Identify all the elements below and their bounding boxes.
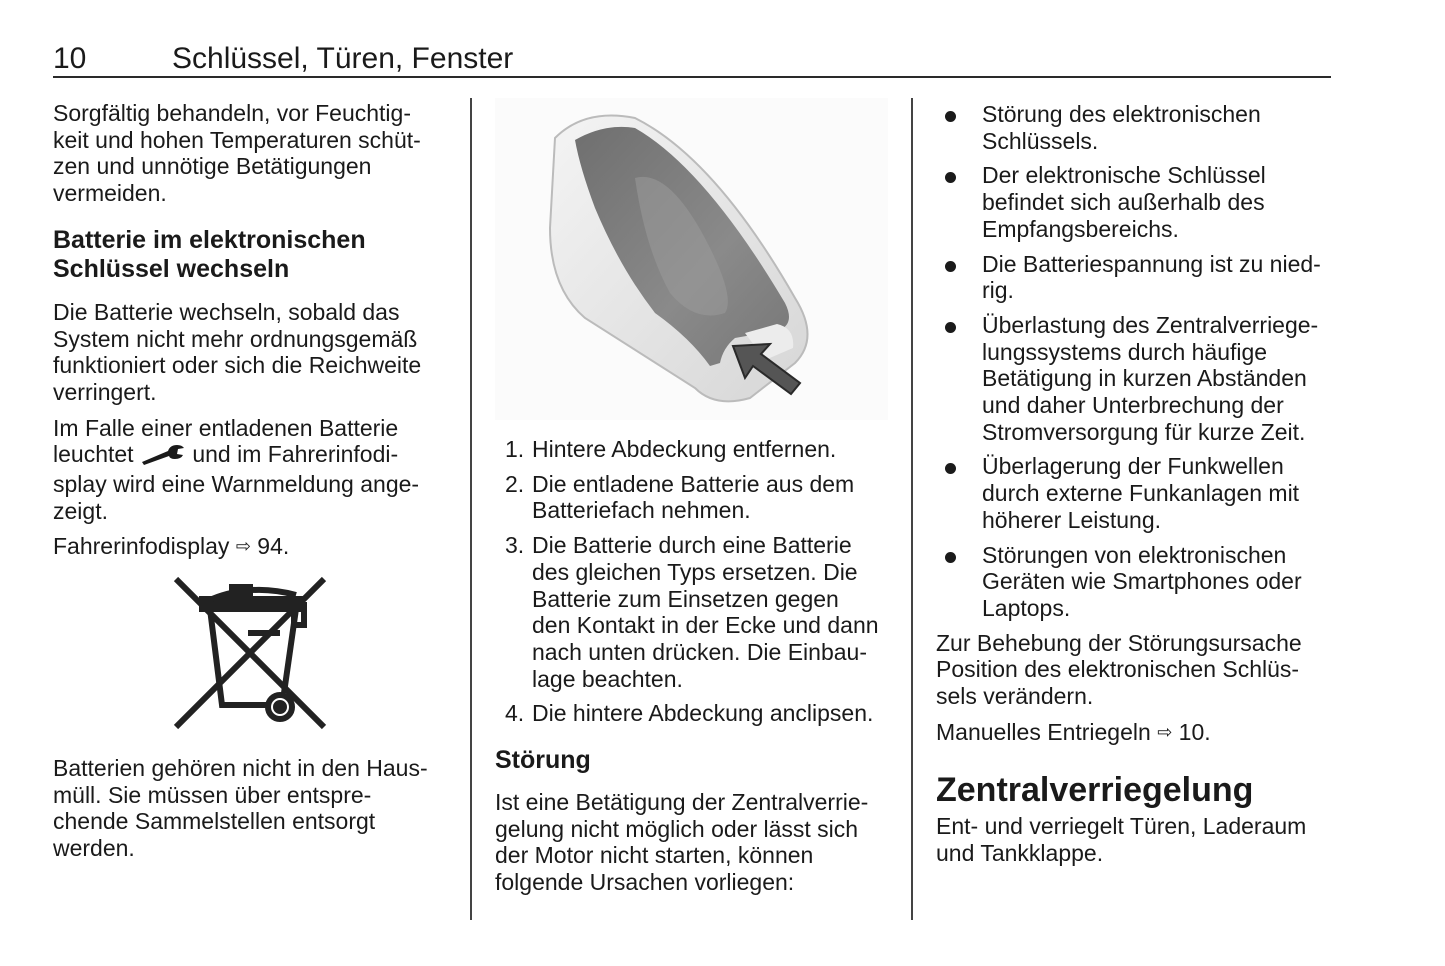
cross-reference[interactable]: Manuelles Entriegeln ⇨ 10. bbox=[936, 718, 1211, 745]
step-item: 3. Die Batterie durch eine Batterie des gleichen Typs ersetzen. Die Batterie zum Einsetzen gegen den Kontakt in der Ecke und dann nach unten drücken. Die Einbau- lage beachten. bbox=[505, 532, 879, 692]
wrench-icon bbox=[140, 443, 186, 471]
section-title-central-locking: Zentralverriegelung bbox=[936, 771, 1254, 810]
column-divider bbox=[911, 98, 913, 920]
remedy-paragraph: Zur Behebung der Störungsursache Position des elektronischen Schlüs- sels verändern. bbox=[936, 629, 1302, 710]
page-number: 10 bbox=[53, 42, 87, 75]
central-locking-paragraph: Ent- und verriegelt Türen, Laderaum und Tankklappe. bbox=[936, 813, 1307, 867]
cause-item: Überlagerung der Funkwellen durch externe Funkanlagen mit höherer Leistung. bbox=[936, 453, 1336, 533]
crossed-out-bin-icon bbox=[172, 575, 328, 731]
column-3 bbox=[936, 101, 1336, 867]
step-item: 2. Die entladene Batterie aus dem Batteriefach nehmen. bbox=[505, 470, 855, 524]
cause-item: Der elektronische Schlüssel befindet sich außerhalb des Empfangsbereichs. bbox=[936, 162, 1336, 242]
cause-item: Störung des elektronischen Schlüssels. bbox=[936, 101, 1336, 154]
intro-paragraph: Sorgfältig behandeln, vor Feuchtig- keit und hohen Temperaturen schüt- zen und unnötige Betätigungen vermeiden. bbox=[53, 100, 421, 207]
step-item: 4. Die hintere Abdeckung anclipsen. bbox=[505, 700, 874, 727]
reference-arrow-icon: ⇨ bbox=[235, 536, 251, 557]
cross-reference[interactable]: Fahrerinfodisplay ⇨ 94. bbox=[53, 533, 290, 560]
disposal-paragraph: Batterien gehören nicht in den Haus- müll. Sie müssen über entspre- chende Sammelstellen entsorgt werden. bbox=[53, 755, 428, 862]
cause-list bbox=[936, 101, 1336, 622]
section-heading-battery: Batterie im elektronischen Schlüssel wechseln bbox=[53, 225, 366, 283]
reference-arrow-icon: ⇨ bbox=[1157, 721, 1173, 742]
battery-paragraph: Die Batterie wechseln, sobald das System nicht mehr ordnungsgemäß funktioniert oder sich die Reichweite verringert. bbox=[53, 298, 422, 405]
malfunction-paragraph: Ist eine Betätigung der Zentralverrie- gelung nicht möglich oder lässt sich der Motor nicht starten, können folgende Ursachen vorliegen: bbox=[495, 789, 869, 896]
battery-replacement-steps bbox=[495, 436, 895, 727]
step-item: 1. Hintere Abdeckung entfernen. bbox=[505, 436, 837, 462]
cause-item: Störungen von elektronischen Geräten wie Smartphones oder Laptops. bbox=[936, 542, 1336, 622]
cause-item: Überlastung des Zentralverriege- lungssystems durch häufige Betätigung in kurzen Abständen und daher Unterbrechung der Stromversorgung für kurze Zeit. bbox=[936, 312, 1336, 446]
key-fob-illustration bbox=[495, 98, 888, 420]
column-divider bbox=[470, 98, 472, 920]
column-1-footer bbox=[53, 755, 453, 862]
cause-item: Die Batteriespannung ist zu nied- rig. bbox=[936, 251, 1336, 304]
warning-paragraph: Im Falle einer entladenen Batterie leuchtet und im Fahrerinfodi- splay wird eine Warnmeldung ange- zeigt. bbox=[53, 414, 420, 524]
column-1 bbox=[53, 100, 453, 560]
page-header bbox=[53, 40, 1331, 78]
column-2 bbox=[495, 436, 895, 896]
chapter-title: Schlüssel, Türen, Fenster bbox=[172, 42, 514, 75]
section-heading-malfunction: Störung bbox=[495, 746, 591, 775]
